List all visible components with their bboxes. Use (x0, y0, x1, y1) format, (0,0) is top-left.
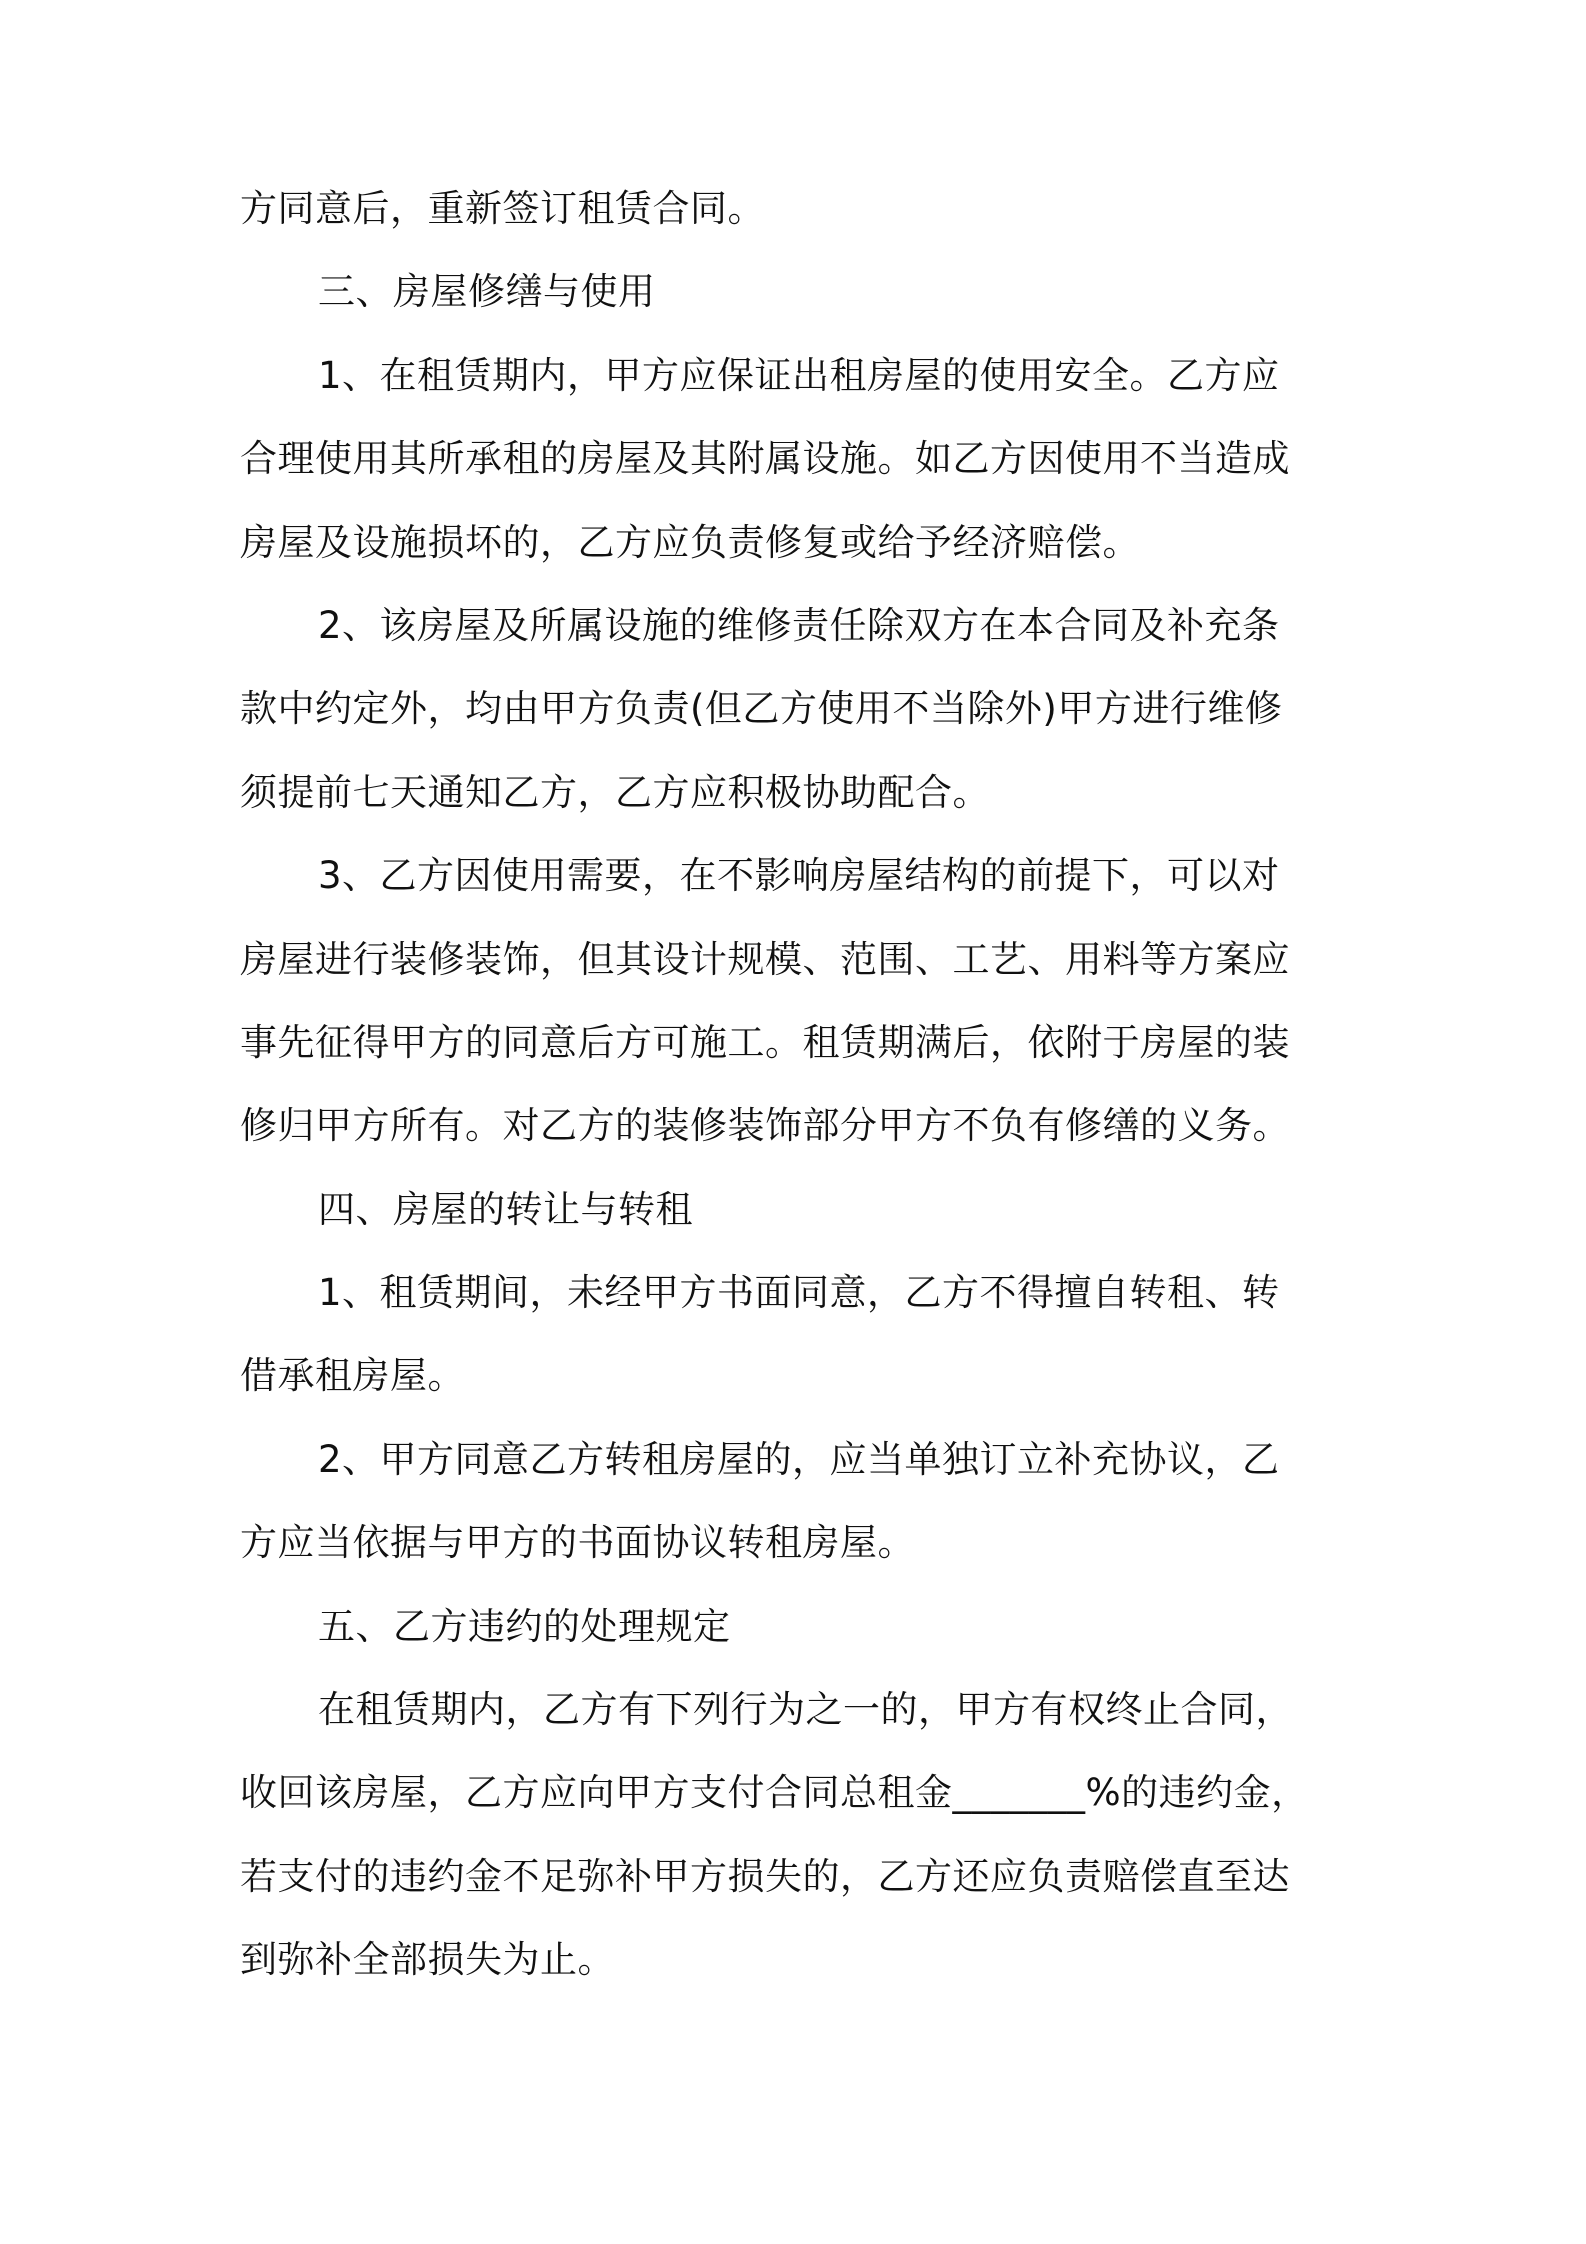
section-heading-4: 四、房屋的转让与转租 (318, 1187, 693, 1231)
text-line-3: 1、在租赁期内，甲方应保证出租房屋的使用安全。乙方应 (318, 353, 1280, 397)
text-line-16: 2、甲方同意乙方转租房屋的，应当单独订立补充协议，乙 (318, 1437, 1280, 1481)
section-heading-3: 三、房屋修缮与使用 (318, 270, 656, 314)
text-line-22: 到弥补全部损失为止。 (240, 1938, 615, 1982)
text-line-7: 款中约定外，均由甲方负责(但乙方使用不当除外)甲方进行维修 (240, 687, 1283, 731)
text-line-9: 3、乙方因使用需要，在不影响房屋结构的前提下，可以对 (318, 854, 1280, 898)
section-heading-5: 五、乙方违约的处理规定 (318, 1604, 731, 1648)
text-line-14: 1、租赁期间，未经甲方书面同意，乙方不得擅自转租、转 (318, 1271, 1280, 1315)
text-line-19: 在租赁期内，乙方有下列行为之一的，甲方有权终止合同， (318, 1688, 1293, 1732)
text-line-5: 房屋及设施损坏的，乙方应负责修复或给予经济赔偿。 (240, 520, 1140, 564)
text-line-8: 须提前七天通知乙方，乙方应积极协助配合。 (240, 770, 990, 814)
text-line-10: 房屋进行装修装饰，但其设计规模、范围、工艺、用料等方案应 (240, 937, 1290, 981)
text-line-20: 收回该房屋，乙方应向甲方支付合同总租金_______%的违约金， (240, 1771, 1309, 1815)
text-line-17: 方应当依据与甲方的书面协议转租房屋。 (240, 1521, 915, 1565)
text-line-12: 修归甲方所有。对乙方的装修装饰部分甲方不负有修缮的义务。 (240, 1104, 1290, 1148)
text-line-21: 若支付的违约金不足弥补甲方损失的，乙方还应负责赔偿直至达 (240, 1854, 1290, 1898)
text-line-6: 2、该房屋及所属设施的维修责任除双方在本合同及补充条 (318, 603, 1280, 647)
document-body (240, 188, 1358, 2023)
text-line-1: 方同意后，重新签订租赁合同。 (240, 187, 765, 230)
text-line-4: 合理使用其所承租的房屋及其附属设施。如乙方因使用不当造成 (240, 437, 1290, 481)
text-line-11: 事先征得甲方的同意后方可施工。租赁期满后，依附于房屋的装 (240, 1020, 1290, 1064)
text-line-15: 借承租房屋。 (240, 1354, 465, 1398)
